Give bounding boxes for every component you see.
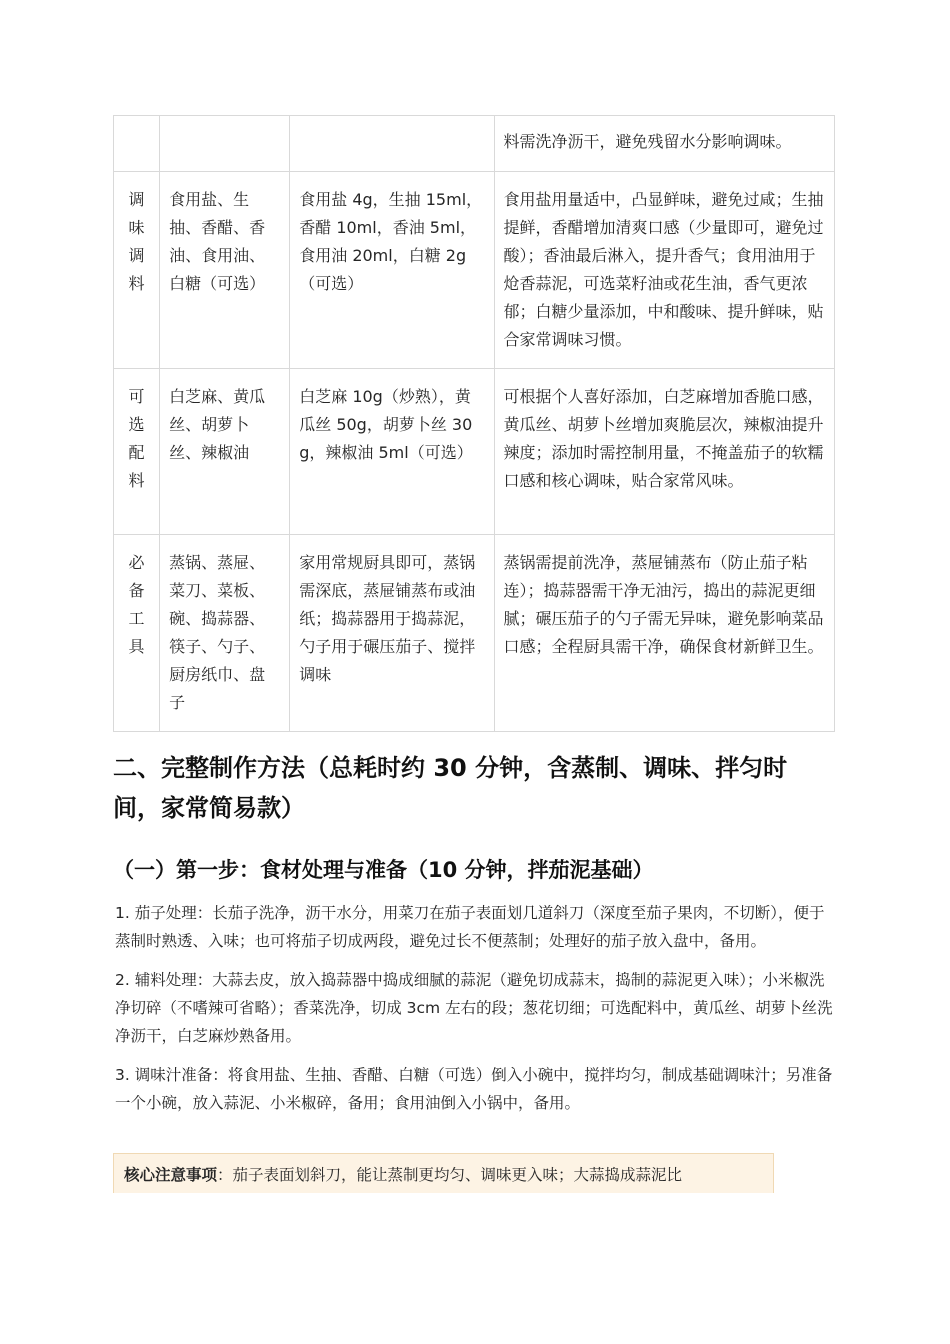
table-cell-notes: 蒸锅需提前洗净，蒸屉铺蒸布（防止茄子粘连）；捣蒜器需干净无油污，捣出的蒜泥更细腻；碾压茄子的勺子需无异味，避免影响菜品口感；全程厨具需干净，确保食材新鲜卫生。	[494, 535, 834, 732]
step-paragraph: 2. 辅料处理：大蒜去皮，放入捣蒜器中捣成细腻的蒜泥（避免切成蒜末，捣制的蒜泥更入味）；小米椒洗净切碎（不嗜辣可省略）；香菜洗净，切成 3cm 左右的段；葱花切细；可选配料中，黄瓜丝、胡萝卜丝洗净沥干，白芝麻炒熟备用。	[115, 971, 833, 1045]
note-text: ：茄子表面划斜刀，能让蒸制更均匀、调味更入味；大蒜捣成蒜泥比	[217, 1166, 683, 1184]
note-label: 核心注意事项	[124, 1166, 218, 1184]
table-cell-notes: 料需洗净沥干，避免残留水分影响调味。	[494, 116, 834, 172]
table-cell-amount: 食用盐 4g，生抽 15ml，香醋 10ml，香油 5ml，食用油 20ml，白糖 2g（可选）	[290, 172, 494, 369]
table-cell-notes: 食用盐用量适中，凸显鲜味，避免过咸；生抽提鲜，香醋增加清爽口感（少量即可，避免过酸）；香油最后淋入，提升香气；食用油用于炝香蒜泥，可选菜籽油或花生油，香气更浓郁；白糖少量添加，中和酸味、提升鲜味，贴合家常调味习惯。	[494, 172, 834, 369]
table-row	[114, 535, 835, 732]
table-cell-items	[160, 116, 290, 172]
table-cell-amount: 白芝麻 10g（炒熟），黄瓜丝 50g，胡萝卜丝 30g，辣椒油 5ml（可选）	[290, 369, 494, 535]
table-row	[114, 369, 835, 535]
steps-list	[115, 899, 837, 1128]
table-cell-category: 必备工具	[114, 535, 160, 732]
table-cell-category: 可选配料	[114, 369, 160, 535]
table-row	[114, 116, 835, 172]
section-heading: 二、完整制作方法（总耗时约 30 分钟，含蒸制、调味、拌匀时间，家常简易款）	[113, 754, 788, 822]
step-paragraph: 3. 调味汁准备：将食用盐、生抽、香醋、白糖（可选）倒入小碗中，搅拌均匀，制成基础调味汁；另准备一个小碗，放入蒜泥、小米椒碎，备用；食用油倒入小锅中，备用。	[115, 1066, 833, 1112]
note-callout	[113, 1153, 774, 1193]
table-cell-amount	[290, 116, 494, 172]
table-cell-notes: 可根据个人喜好添加，白芝麻增加香脆口感，黄瓜丝、胡萝卜丝增加爽脆层次，辣椒油提升辣度；添加时需控制用量，不掩盖茄子的软糯口感和核心调味，贴合家常风味。	[494, 369, 834, 535]
step-paragraph: 1. 茄子处理：长茄子洗净，沥干水分，用菜刀在茄子表面划几道斜刀（深度至茄子果肉，不切断），便于蒸制时熟透、入味；也可将茄子切成两段，避免过长不便蒸制；处理好的茄子放入盘中，备用。	[115, 904, 825, 950]
table-cell-category	[114, 116, 160, 172]
table-cell-items: 白芝麻、黄瓜丝、胡萝卜丝、辣椒油	[160, 369, 290, 535]
table-cell-items: 蒸锅、蒸屉、菜刀、菜板、碗、捣蒜器、筷子、勺子、厨房纸巾、盘子	[160, 535, 290, 732]
table-cell-items: 食用盐、生抽、香醋、香油、食用油、白糖（可选）	[160, 172, 290, 369]
ingredients-table	[113, 115, 835, 732]
table-cell-category: 调味调料	[114, 172, 160, 369]
table-cell-amount: 家用常规厨具即可，蒸锅需深底，蒸屉铺蒸布或油纸；捣蒜器用于捣蒜泥，勺子用于碾压茄子、搅拌调味	[290, 535, 494, 732]
table-row	[114, 172, 835, 369]
subsection-heading: （一）第一步：食材处理与准备（10 分钟，拌茄泥基础）	[113, 858, 654, 882]
